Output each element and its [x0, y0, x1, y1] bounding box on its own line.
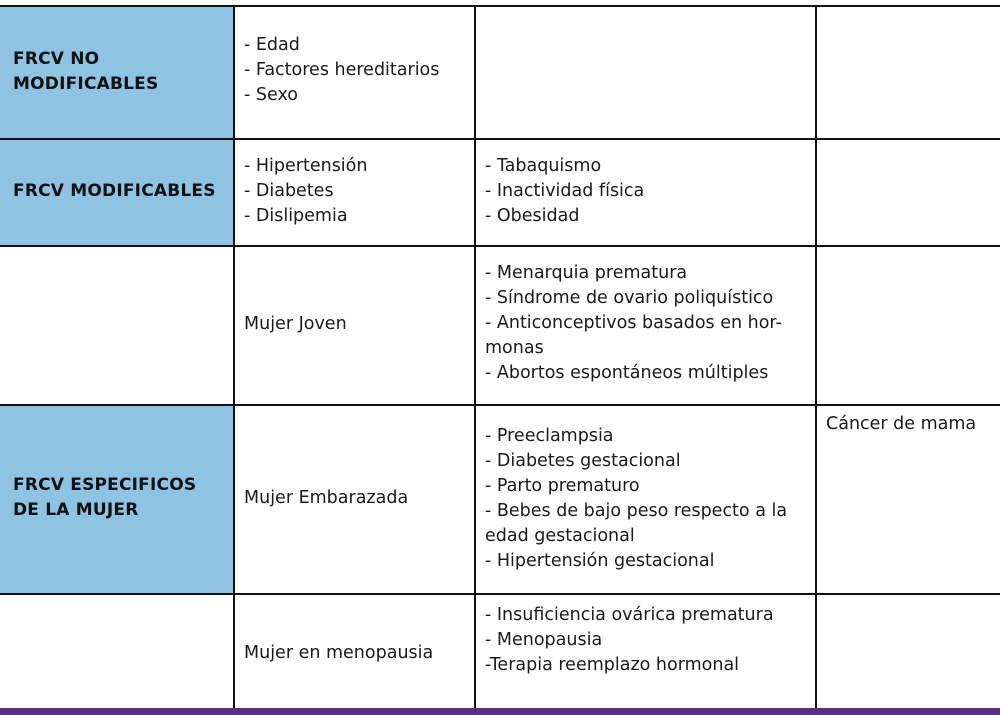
list-item: - Hipertensión gestacional [485, 551, 715, 571]
bottom-accent-bar [0, 708, 1000, 715]
list-item: - Diabetes [244, 181, 334, 201]
row-divider [0, 404, 1000, 406]
factor-list [485, 154, 644, 229]
subgroup-label [244, 641, 433, 666]
row-divider [0, 138, 1000, 140]
column-divider [233, 5, 235, 710]
list-item: Mujer Embarazada [244, 488, 409, 508]
factor-list [485, 603, 774, 678]
list-item: - Dislipemia [244, 206, 348, 226]
factor-list [826, 412, 976, 437]
list-item: - Edad [244, 35, 300, 55]
list-item: -Terapia reemplazo hormonal [485, 655, 740, 675]
row-divider [0, 5, 1000, 7]
list-item: - Hipertensión [244, 156, 368, 176]
category-label [13, 179, 216, 204]
category-line: FRCV ESPECIFICOS [13, 475, 197, 495]
list-item: - Menarquia prematura [485, 263, 688, 283]
list-item: - Síndrome de ovario poliquístico [485, 288, 774, 308]
list-item: - Abortos espontáneos múltiples [485, 363, 769, 383]
factor-list [485, 261, 782, 386]
list-item: edad gestacional [485, 526, 635, 546]
list-item: - Anticonceptivos basados en hor- [485, 313, 782, 333]
list-item: - Obesidad [485, 206, 580, 226]
column-divider [474, 5, 476, 710]
list-item: - Tabaquismo [485, 156, 602, 176]
list-item: - Diabetes gestacional [485, 451, 681, 471]
category-line: MODIFICABLES [13, 74, 159, 94]
factor-list [244, 154, 367, 229]
column-divider [815, 5, 817, 710]
list-item: - Insuficiencia ovárica prematura [485, 605, 774, 625]
list-item: - Inactividad física [485, 181, 645, 201]
list-item: - Factores hereditarios [244, 60, 440, 80]
factor-list [244, 33, 439, 108]
category-line: DE LA MUJER [13, 500, 139, 520]
subgroup-label [244, 312, 347, 337]
category-line: FRCV NO [13, 49, 100, 69]
category-label [13, 47, 158, 97]
list-item: Cáncer de mama [826, 414, 977, 434]
list-item: Mujer Joven [244, 314, 347, 334]
list-item: - Bebes de bajo peso respecto a la [485, 501, 788, 521]
list-item: - Parto prematuro [485, 476, 640, 496]
list-item: Mujer en menopausia [244, 643, 434, 663]
factor-list [485, 424, 787, 574]
list-item: - Preeclampsia [485, 426, 614, 446]
row-divider [0, 245, 1000, 247]
list-item: monas [485, 338, 544, 358]
category-label [13, 473, 196, 523]
row-divider [0, 593, 1000, 595]
list-item: - Menopausia [485, 630, 603, 650]
category-line: FRCV MODIFICABLES [13, 181, 216, 201]
list-item: - Sexo [244, 85, 298, 105]
subgroup-label [244, 486, 408, 511]
